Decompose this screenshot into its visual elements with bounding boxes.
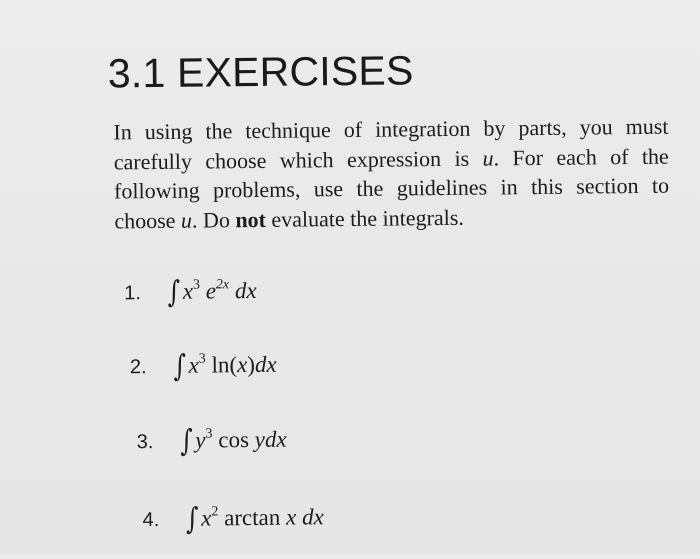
- exercise-expression: [166, 274, 257, 310]
- expression-base: x: [188, 352, 199, 378]
- exercise-item-1: [124, 271, 257, 310]
- expression-function: ln(: [205, 352, 238, 378]
- exercise-expression: [179, 423, 287, 459]
- exercise-number: 4.: [142, 509, 160, 532]
- expression-function: cos: [212, 427, 255, 453]
- intro-u-variable-1: u: [482, 144, 494, 171]
- exercise-expression: [172, 348, 277, 384]
- expression-exponent: 3: [198, 351, 206, 367]
- integral-sign: ∫: [185, 501, 199, 537]
- exercise-expression: [184, 501, 324, 537]
- intro-text-3: . Do: [191, 206, 236, 233]
- exercise-number: 3.: [136, 431, 154, 454]
- expression-argument: x: [285, 504, 297, 530]
- expression-base: x: [201, 505, 212, 531]
- expression-differential: dx: [229, 277, 257, 304]
- instructions-paragraph: [113, 112, 669, 236]
- intro-text-1: In using the technique of integration by parts, you must carefully choose which expression is: [113, 113, 669, 174]
- expression-differential: ydx: [254, 426, 287, 453]
- expression-base: x: [182, 278, 194, 304]
- integral-sign: ∫: [167, 274, 181, 310]
- expression-factor: e: [199, 278, 217, 304]
- expression-function: arctan: [218, 504, 287, 531]
- expression-close-paren: ): [247, 352, 256, 378]
- exercise-number: 1.: [124, 282, 141, 305]
- exercise-number: 2.: [129, 356, 147, 379]
- intro-text-4: evaluate the integrals.: [265, 204, 464, 232]
- integral-sign: ∫: [173, 348, 187, 384]
- expression-exponent: 3: [205, 426, 213, 442]
- intro-text-2: . For each of the following problems, use the guidelines in this section to choose: [113, 143, 670, 233]
- exercise-item-3: [136, 420, 286, 457]
- expression-exponent: 3: [192, 277, 201, 293]
- intro-bold-not: not: [235, 206, 267, 232]
- intro-u-variable-2: u: [180, 207, 193, 233]
- expression-differential: dx: [296, 504, 324, 530]
- expression-exponent: 2: [211, 504, 219, 520]
- expression-base: y: [195, 427, 206, 453]
- expression-factor-exponent: 2x: [215, 277, 230, 293]
- expression-argument: x: [236, 352, 248, 378]
- exercise-item-4: [142, 497, 324, 537]
- section-title: 3.1 EXERCISES: [107, 47, 414, 97]
- integral-sign: ∫: [180, 423, 193, 459]
- expression-differential: dx: [254, 351, 277, 377]
- exercise-item-2: [130, 345, 277, 382]
